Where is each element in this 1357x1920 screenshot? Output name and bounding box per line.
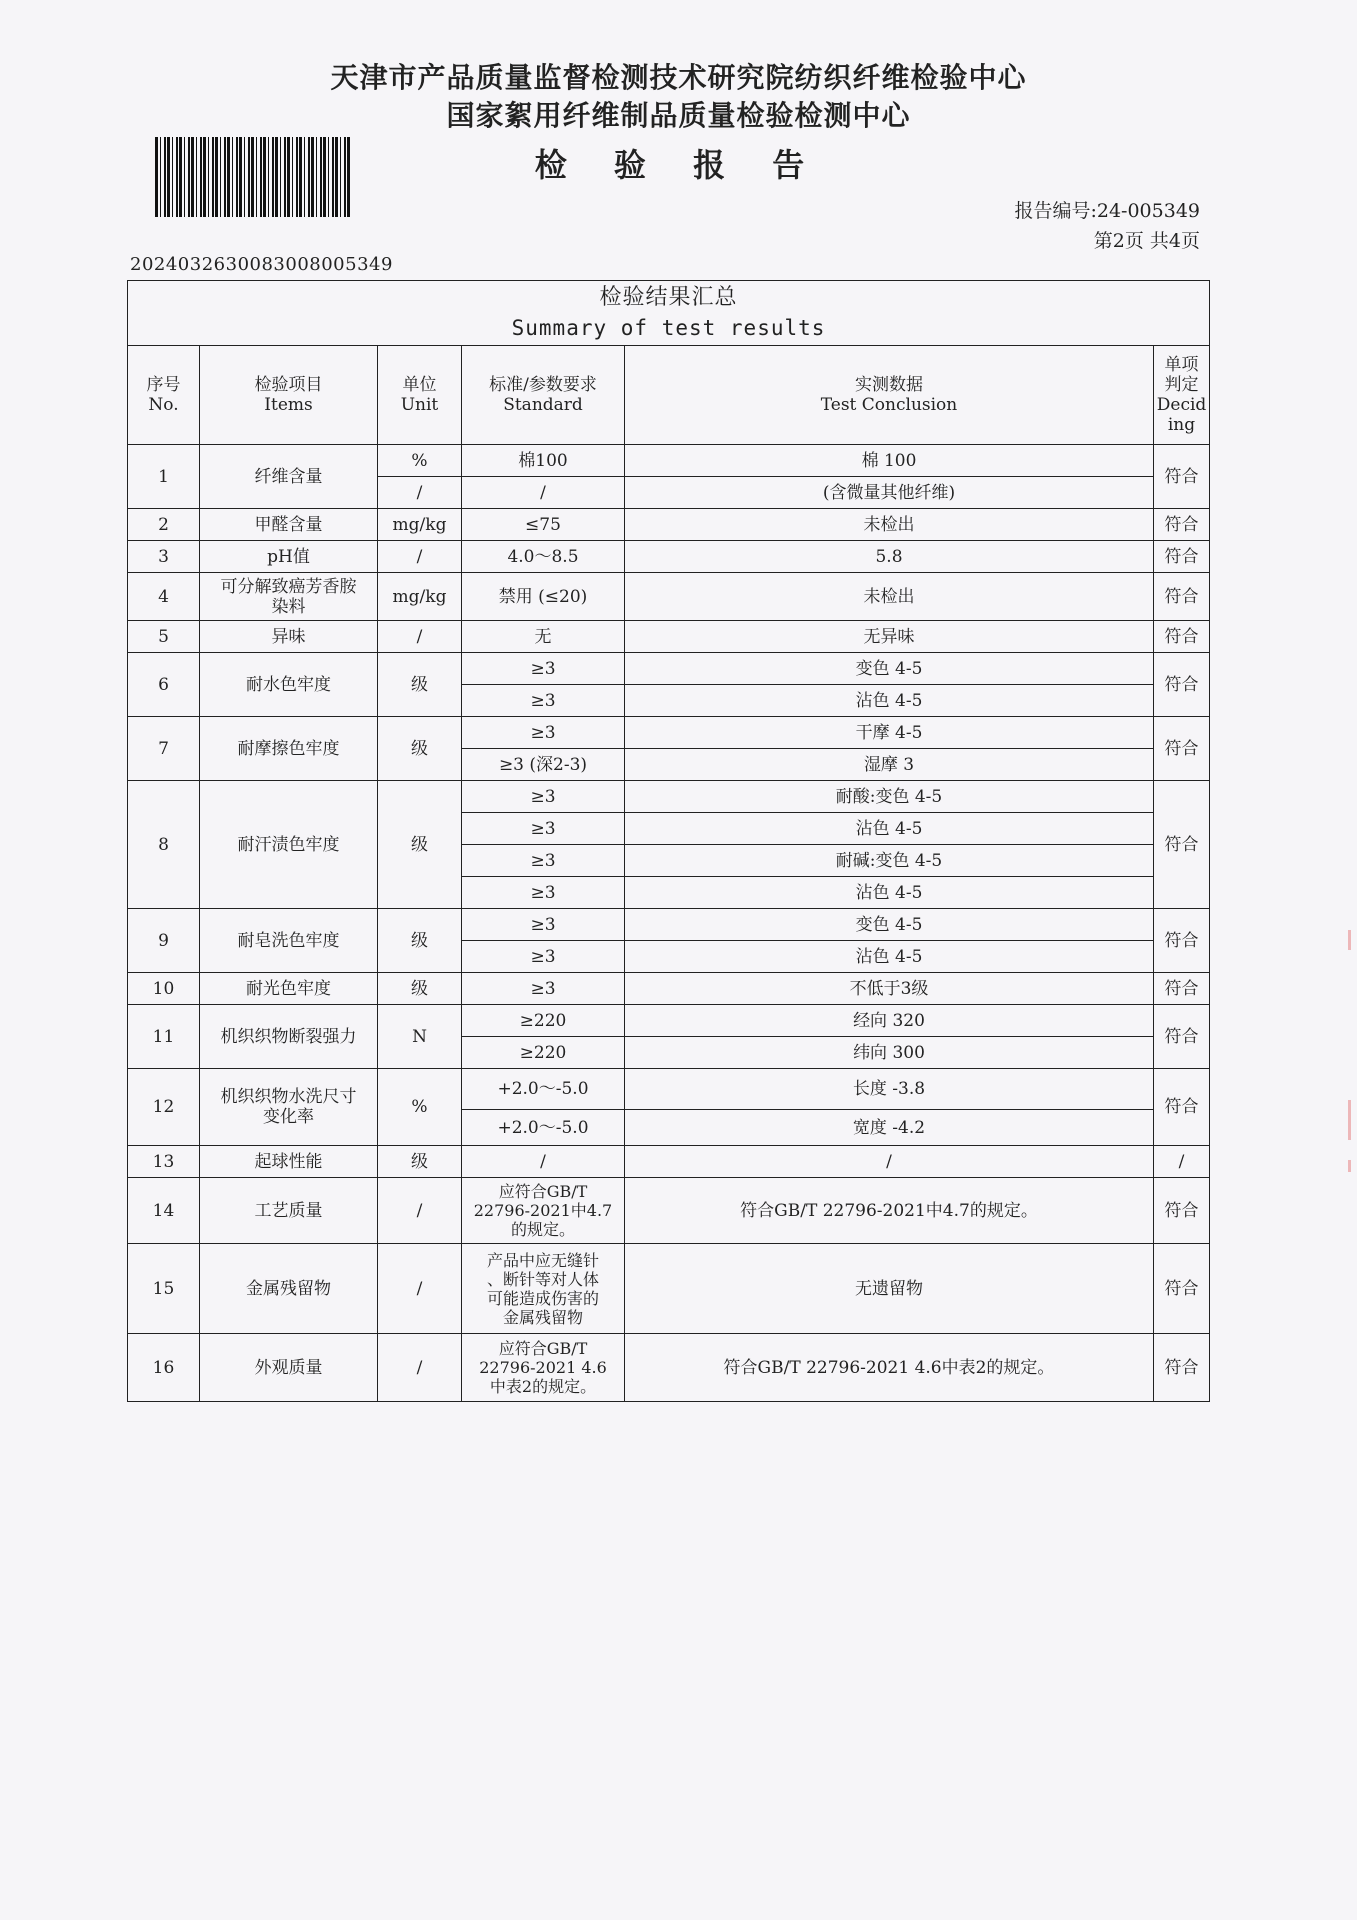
report-number: 报告编号:24-005349 [1014, 200, 1200, 222]
row-result: 无遗留物 [625, 1244, 1154, 1334]
row-unit: 级 [378, 717, 462, 781]
row-result: 沾色 4-5 [625, 685, 1154, 717]
row-no: 13 [128, 1146, 200, 1178]
row-unit: / [378, 477, 462, 509]
row-result: 变色 4-5 [625, 653, 1154, 685]
table-row [128, 1069, 1210, 1110]
row-no: 12 [128, 1069, 200, 1146]
row-item: 耐汗渍色牢度 [200, 781, 378, 909]
row-item: 纤维含量 [200, 445, 378, 509]
table-row [128, 781, 1210, 813]
row-deciding: 符合 [1154, 1178, 1210, 1244]
row-result: 干摩 4-5 [625, 717, 1154, 749]
row-result: 符合GB/T 22796-2021中4.7的规定。 [625, 1178, 1154, 1244]
row-unit: N [378, 1005, 462, 1069]
row-result: / [625, 1146, 1154, 1178]
row-deciding: 符合 [1154, 445, 1210, 509]
row-item: pH值 [200, 541, 378, 573]
row-no: 1 [128, 445, 200, 509]
row-deciding: 符合 [1154, 509, 1210, 541]
row-standard: 应符合GB/T 22796-2021 4.6 中表2的规定。 [462, 1334, 625, 1402]
row-standard: 应符合GB/T 22796-2021中4.7 的规定。 [462, 1178, 625, 1244]
table-row [128, 573, 1210, 621]
row-unit: / [378, 541, 462, 573]
row-standard: 4.0～8.5 [462, 541, 625, 573]
caption-cn: 检验结果汇总 [599, 285, 738, 310]
row-standard: ≥220 [462, 1037, 625, 1069]
row-result: 湿摩 3 [625, 749, 1154, 781]
row-result: 未检出 [625, 509, 1154, 541]
header-deciding: 单项 判定 Decid ing [1154, 346, 1210, 445]
row-item: 起球性能 [200, 1146, 378, 1178]
row-standard: / [462, 477, 625, 509]
barcode [155, 137, 351, 217]
row-unit: % [378, 1069, 462, 1146]
row-result: 沾色 4-5 [625, 813, 1154, 845]
row-result: (含微量其他纤维) [625, 477, 1154, 509]
row-deciding: 符合 [1154, 573, 1210, 621]
row-standard: ≥3 (深2-3) [462, 749, 625, 781]
table-row [128, 509, 1210, 541]
row-no: 3 [128, 541, 200, 573]
row-no: 11 [128, 1005, 200, 1069]
table-row [128, 909, 1210, 941]
row-standard: 产品中应无缝针 、断针等对人体 可能造成伤害的 金属残留物 [462, 1244, 625, 1334]
table-row [128, 973, 1210, 1005]
row-item: 机织织物水洗尺寸 变化率 [200, 1069, 378, 1146]
row-deciding: 符合 [1154, 1334, 1210, 1402]
row-result: 5.8 [625, 541, 1154, 573]
row-no: 8 [128, 781, 200, 909]
row-no: 9 [128, 909, 200, 973]
row-deciding: 符合 [1154, 1005, 1210, 1069]
row-item: 工艺质量 [200, 1178, 378, 1244]
table-row [128, 1244, 1210, 1334]
header-item: 检验项目 Items [200, 346, 378, 445]
table-row [128, 1178, 1210, 1244]
row-standard: ≥220 [462, 1005, 625, 1037]
row-deciding: 符合 [1154, 973, 1210, 1005]
row-standard: ≥3 [462, 781, 625, 813]
row-deciding: 符合 [1154, 1069, 1210, 1146]
summary-table [127, 280, 1210, 1402]
row-standard: ≥3 [462, 941, 625, 973]
row-standard: 禁用 (≤20) [462, 573, 625, 621]
serial-number: 2024032630083008005349 [130, 254, 393, 275]
row-result: 无异味 [625, 621, 1154, 653]
header-no: 序号 No. [128, 346, 200, 445]
table-row [128, 541, 1210, 573]
row-item: 耐摩擦色牢度 [200, 717, 378, 781]
row-standard: ≥3 [462, 909, 625, 941]
row-item: 外观质量 [200, 1334, 378, 1402]
row-result: 符合GB/T 22796-2021 4.6中表2的规定。 [625, 1334, 1154, 1402]
row-item: 耐皂洗色牢度 [200, 909, 378, 973]
row-deciding: 符合 [1154, 653, 1210, 717]
org-name-line2: 国家絮用纤维制品质量检验检测中心 [446, 99, 911, 132]
row-deciding: 符合 [1154, 621, 1210, 653]
table-row [128, 1005, 1210, 1037]
row-standard: ≤75 [462, 509, 625, 541]
row-unit: / [378, 1334, 462, 1402]
row-no: 6 [128, 653, 200, 717]
row-no: 4 [128, 573, 200, 621]
table-row [128, 717, 1210, 749]
row-item: 耐光色牢度 [200, 973, 378, 1005]
row-no: 16 [128, 1334, 200, 1402]
table-row [128, 1334, 1210, 1402]
row-result: 耐酸:变色 4-5 [625, 781, 1154, 813]
row-deciding: 符合 [1154, 909, 1210, 973]
row-no: 2 [128, 509, 200, 541]
row-standard: ≥3 [462, 685, 625, 717]
row-deciding: 符合 [1154, 541, 1210, 573]
stamp-fragment [1348, 1160, 1351, 1172]
row-standard: 棉100 [462, 445, 625, 477]
row-no: 10 [128, 973, 200, 1005]
row-result: 宽度 -4.2 [625, 1110, 1154, 1146]
row-result: 沾色 4-5 [625, 941, 1154, 973]
table-row [128, 445, 1210, 477]
row-standard: ≥3 [462, 973, 625, 1005]
row-standard: 无 [462, 621, 625, 653]
header-standard: 标准/参数要求 Standard [462, 346, 625, 445]
row-result: 沾色 4-5 [625, 877, 1154, 909]
row-standard: +2.0～-5.0 [462, 1110, 625, 1146]
table-row [128, 653, 1210, 685]
row-no: 5 [128, 621, 200, 653]
row-unit: / [378, 1178, 462, 1244]
row-deciding: 符合 [1154, 717, 1210, 781]
row-unit: 级 [378, 973, 462, 1005]
header-result: 实测数据 Test Conclusion [625, 346, 1154, 445]
row-unit: 级 [378, 653, 462, 717]
row-item: 机织织物断裂强力 [200, 1005, 378, 1069]
document-title: 检 验 报 告 [534, 146, 823, 184]
table-row [128, 1146, 1210, 1178]
row-item: 金属残留物 [200, 1244, 378, 1334]
stamp-fragment [1348, 1100, 1351, 1140]
table-caption [128, 281, 1210, 346]
row-item: 甲醛含量 [200, 509, 378, 541]
row-standard: +2.0～-5.0 [462, 1069, 625, 1110]
row-result: 未检出 [625, 573, 1154, 621]
row-unit: 级 [378, 781, 462, 909]
row-unit: mg/kg [378, 509, 462, 541]
row-result: 不低于3级 [625, 973, 1154, 1005]
row-result: 纬向 300 [625, 1037, 1154, 1069]
row-unit: / [378, 621, 462, 653]
row-item: 异味 [200, 621, 378, 653]
row-standard: ≥3 [462, 717, 625, 749]
table-row [128, 621, 1210, 653]
row-unit: 级 [378, 1146, 462, 1178]
row-standard: / [462, 1146, 625, 1178]
row-deciding: / [1154, 1146, 1210, 1178]
row-standard: ≥3 [462, 845, 625, 877]
caption-en: Summary of test results [511, 316, 826, 340]
row-deciding: 符合 [1154, 1244, 1210, 1334]
row-standard: ≥3 [462, 653, 625, 685]
row-standard: ≥3 [462, 813, 625, 845]
row-unit: mg/kg [378, 573, 462, 621]
row-item: 耐水色牢度 [200, 653, 378, 717]
row-result: 经向 320 [625, 1005, 1154, 1037]
row-standard: ≥3 [462, 877, 625, 909]
table-header-row [128, 346, 1210, 445]
row-unit: % [378, 445, 462, 477]
row-no: 7 [128, 717, 200, 781]
org-name-line1: 天津市产品质量监督检测技术研究院纺织纤维检验中心 [330, 61, 1027, 94]
row-result: 变色 4-5 [625, 909, 1154, 941]
row-deciding: 符合 [1154, 781, 1210, 909]
row-unit: / [378, 1244, 462, 1334]
header-unit: 单位 Unit [378, 346, 462, 445]
row-result: 长度 -3.8 [625, 1069, 1154, 1110]
row-unit: 级 [378, 909, 462, 973]
row-result: 耐碱:变色 4-5 [625, 845, 1154, 877]
stamp-fragment [1348, 930, 1351, 950]
row-no: 14 [128, 1178, 200, 1244]
page-info: 第2页 共4页 [1093, 230, 1200, 252]
row-result: 棉 100 [625, 445, 1154, 477]
row-item: 可分解致癌芳香胺 染料 [200, 573, 378, 621]
row-no: 15 [128, 1244, 200, 1334]
